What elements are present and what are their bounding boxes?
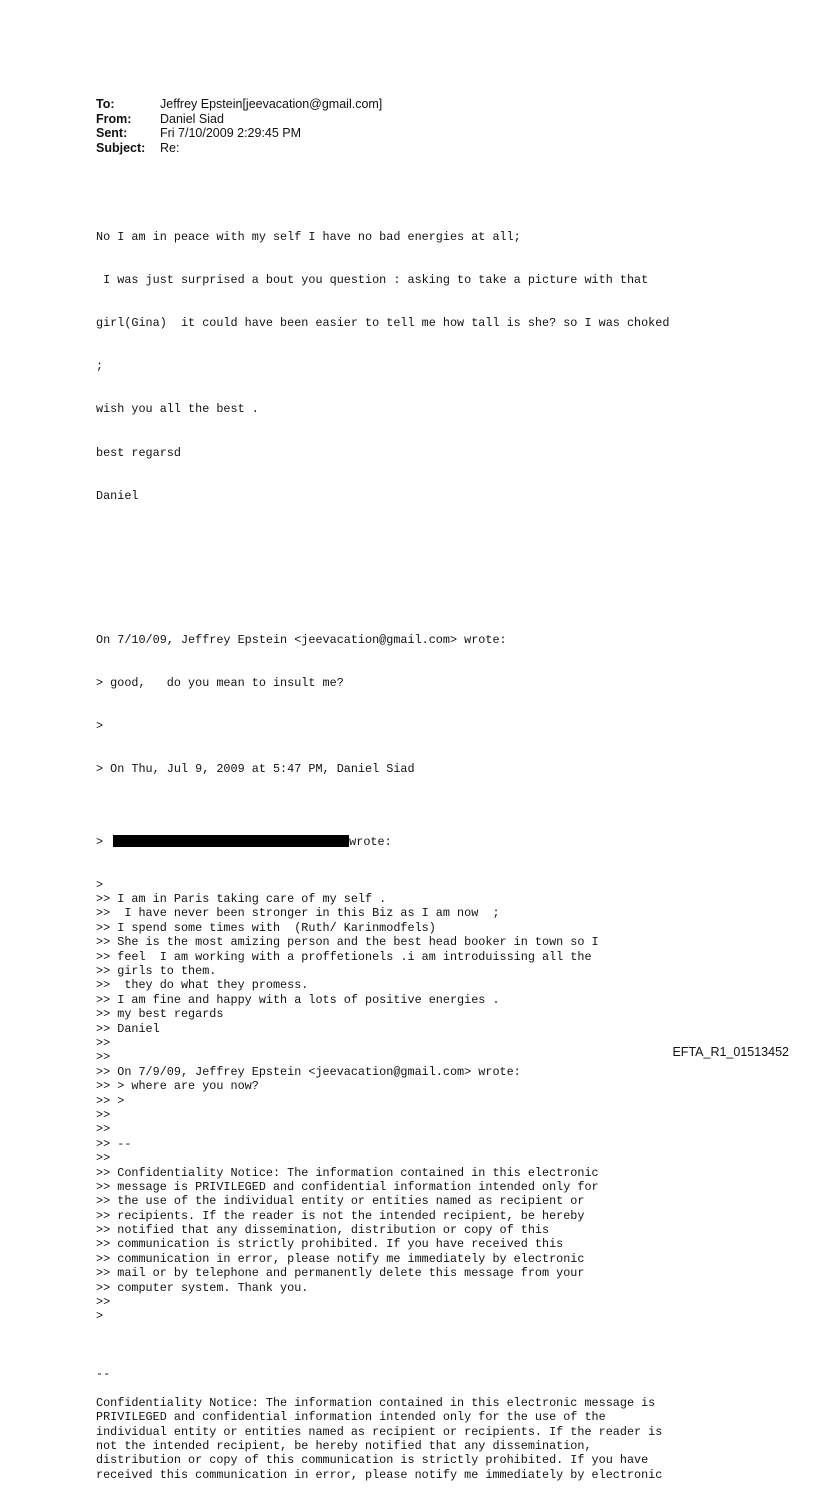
- quoted-line: > On Thu, Jul 9, 2009 at 5:47 PM, Daniel Siad: [96, 762, 415, 777]
- quoted-line: [96, 1338, 669, 1352]
- redacted-line-suffix: wrote:: [349, 834, 392, 849]
- quoted-line: >> the use of the individual entity or entities named as recipient or: [96, 1194, 585, 1209]
- from-value: Daniel Siad: [160, 111, 224, 126]
- quoted-line: >>: [96, 1122, 111, 1137]
- email-body: [96, 172, 669, 1497]
- redacted-line: [96, 835, 669, 849]
- quoted-line: [96, 1353, 669, 1367]
- quoted-text-2: [96, 878, 669, 1482]
- reply-text: [96, 201, 669, 575]
- quoted-line: [96, 1324, 669, 1338]
- sent-row: [96, 126, 382, 141]
- quoted-line: >>: [96, 1050, 111, 1065]
- quoted-line: >> they do what they promess.: [96, 978, 309, 993]
- quoted-line: >> notified that any dissemination, distribution or copy of this: [96, 1223, 550, 1238]
- quoted-line: >>: [96, 1107, 111, 1122]
- redaction-bar: [113, 835, 349, 847]
- quoted-line: >>: [96, 1036, 111, 1050]
- quoted-line: >> message is PRIVILEGED and confidential information intended only for: [96, 1179, 599, 1194]
- quoted-line: >> Daniel: [96, 1021, 160, 1036]
- quoted-line: >> girls to them.: [96, 964, 217, 979]
- subject-label: Subject:: [96, 140, 146, 155]
- sent-value: Fri 7/10/2009 2:29:45 PM: [160, 126, 302, 140]
- quoted-line: >> I am in Paris taking care of my self .: [96, 892, 387, 907]
- quoted-line: > good, do you mean to insult me?: [96, 676, 344, 691]
- quoted-line: not the intended recipient, be hereby notified that any dissemination,: [96, 1438, 592, 1453]
- body-line: wish you all the best .: [96, 402, 259, 417]
- quoted-line: >> I have never been stronger in this Biz as I am now ;: [96, 906, 500, 921]
- email-header: [96, 97, 382, 155]
- quoted-line: >> Confidentiality Notice: The information contained in this electronic: [96, 1165, 599, 1180]
- to-label: To:: [96, 97, 115, 111]
- quoted-line: >> communication in error, please notify me immediately by electronic: [96, 1251, 585, 1266]
- quoted-line: >>: [96, 1151, 111, 1166]
- quoted-line: >>: [96, 1295, 111, 1310]
- body-line: best regarsd: [96, 445, 181, 460]
- quoted-line: >> I am fine and happy with a lots of positive energies .: [96, 992, 500, 1007]
- quoted-line: >: [96, 877, 104, 892]
- document-id: EFTA_R1_01513452: [672, 1045, 789, 1059]
- quoted-line: --: [96, 1366, 111, 1381]
- quoted-line: >> mail or by telephone and permanently delete this message from your: [96, 1266, 585, 1281]
- quoted-line: >> --: [96, 1136, 132, 1151]
- quoted-line: Confidentiality Notice: The information contained in this electronic message is: [96, 1395, 656, 1410]
- quoted-line: >> my best regards: [96, 1007, 224, 1022]
- quoted-line: >> feel I am working with a proffetionels .i am introduissing all the: [96, 949, 592, 964]
- quoted-line: >> computer system. Thank you.: [96, 1280, 309, 1295]
- quoted-line: >> On 7/9/09, Jeffrey Epstein <jeevacation@gmail.com> wrote:: [96, 1064, 521, 1079]
- quoted-line: PRIVILEGED and confidential information intended only for the use of the: [96, 1410, 606, 1425]
- quoted-line: >> > where are you now?: [96, 1079, 259, 1094]
- redacted-line-prefix: >: [96, 834, 111, 849]
- from-row: [96, 112, 382, 127]
- quoted-line: >> She is the most amizing person and the best head booker in town so I: [96, 935, 599, 950]
- body-line: ;: [96, 359, 104, 374]
- quoted-line: >> recipients. If the reader is not the intended recipient, be hereby: [96, 1208, 585, 1223]
- subject-row: [96, 141, 382, 156]
- body-line: No I am in peace with my self I have no bad energies at all;: [96, 229, 521, 244]
- quoted-line: >: [96, 1309, 104, 1324]
- quoted-line: received this communication in error, please notify me immediately by electronic: [96, 1467, 663, 1482]
- sent-label: Sent:: [96, 126, 128, 140]
- body-line: [96, 532, 669, 546]
- quoted-line: individual entity or entities named as recipient or recipients. If the reader is: [96, 1424, 663, 1439]
- body-line: I was just surprised a bout you question : asking to take a picture with that: [96, 272, 649, 287]
- quoted-line: >> >: [96, 1093, 125, 1108]
- quoted-line: [96, 1381, 669, 1395]
- subject-value: Re:: [160, 140, 180, 155]
- quoted-line: >> communication is strictly prohibited. If you have received this: [96, 1237, 564, 1252]
- body-line: girl(Gina) it could have been easier to tell me how tall is she? so I was choked: [96, 316, 670, 331]
- body-line: Daniel: [96, 488, 139, 503]
- to-row: [96, 97, 382, 112]
- to-value: Jeffrey Epstein[jeevacation@gmail.com]: [160, 97, 383, 111]
- quoted-text-1: [96, 604, 669, 806]
- quoted-line: On 7/10/09, Jeffrey Epstein <jeevacation@gmail.com> wrote:: [96, 632, 507, 647]
- quoted-line: >> I spend some times with (Ruth/ Karinmodfels): [96, 920, 436, 935]
- from-label: From:: [96, 111, 132, 126]
- quoted-line: distribution or copy of this communication is strictly prohibited. If you have: [96, 1453, 649, 1468]
- quoted-line: >: [96, 719, 104, 734]
